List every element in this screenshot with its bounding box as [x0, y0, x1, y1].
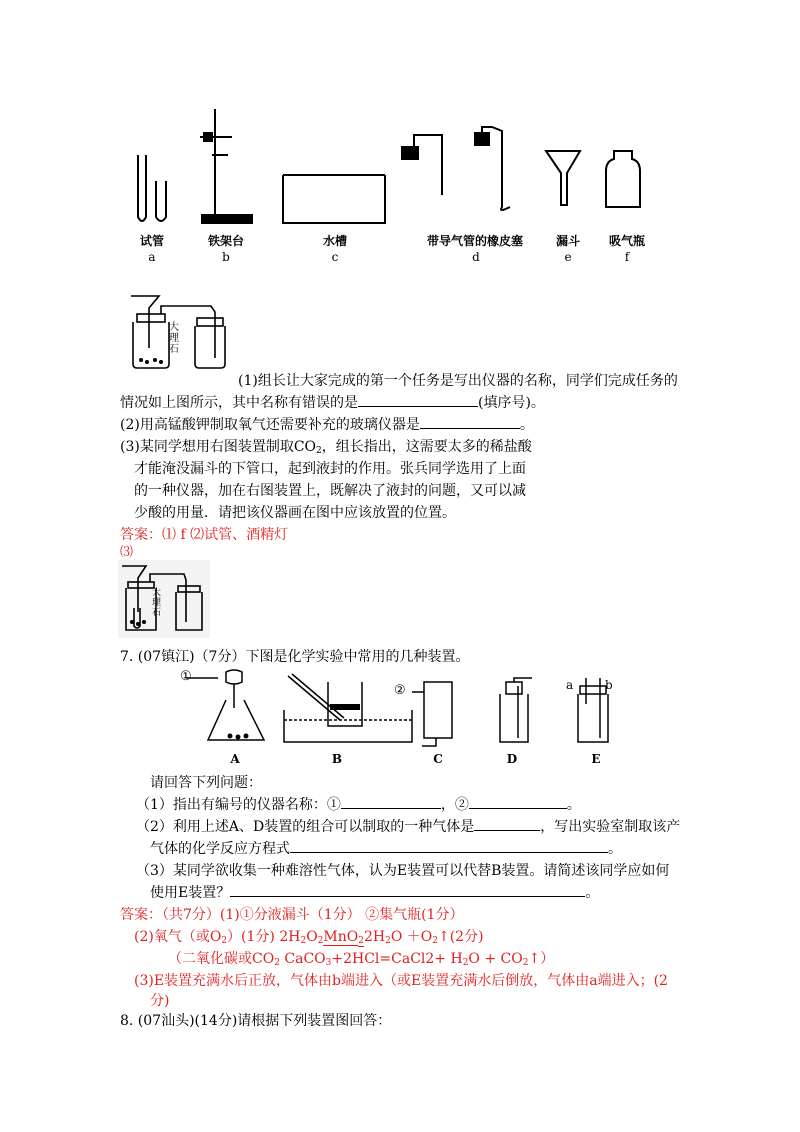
q7-s2-text: ，写出实验室制取该产	[540, 819, 681, 835]
ans-seg: ↑(2分)	[437, 929, 484, 945]
marble-char: 大	[152, 588, 162, 598]
q-intro-text: 情况如上图所示，其中名称有错误的是	[120, 395, 358, 411]
answer-blank[interactable]	[358, 392, 478, 407]
q7-s2-text: （2）利用上述A、D装置的组合可以制取的一种气体是	[136, 819, 475, 835]
ans-seg: O	[306, 929, 318, 945]
answer-7-line2	[134, 926, 484, 948]
answer-blank[interactable]	[290, 838, 608, 853]
co2-apparatus-answer-figure	[118, 560, 210, 638]
answer-7-line3	[168, 948, 554, 970]
answer-7-line5: 分)	[150, 993, 170, 1009]
q3-line3: 的一种仪器，加在右图装置上，既解决了液封的问题，又可以减	[134, 483, 526, 499]
q2-text: (2)用高锰酸钾制取氧气还需要补充的玻璃仪器是	[120, 417, 420, 433]
q7-s1-text: ，②	[440, 797, 469, 813]
subscript: 2	[522, 958, 529, 968]
q7-s1	[136, 794, 581, 816]
water-trough-icon	[283, 175, 385, 223]
instrument-letter-d: d	[472, 250, 480, 264]
q7-s1-text: （1）指出有编号的仪器名称：①	[136, 797, 341, 813]
subscript: 2	[432, 936, 438, 946]
instruments-figure	[120, 95, 680, 235]
answer-blank[interactable]	[420, 414, 520, 429]
instrument-name-c: 水槽	[322, 234, 347, 248]
instrument-name-b: 铁架台	[207, 234, 244, 248]
q7-apparatus-figure	[180, 664, 620, 752]
q-intro-hint: (填序号)。	[478, 395, 545, 411]
q-intro-line2	[120, 392, 545, 414]
marble-char: 大	[169, 322, 179, 333]
funnel-icon	[546, 151, 580, 205]
marble-char: 石	[169, 344, 179, 355]
q7-s2	[136, 816, 680, 838]
q7-s1-end: 。	[566, 797, 581, 813]
answer-blank[interactable]	[230, 882, 585, 897]
fig-port-b: b	[605, 678, 613, 692]
instrument-letter-a: a	[148, 250, 156, 264]
subscript: 2	[358, 936, 364, 946]
answer-1-part3: ⑶	[120, 545, 134, 560]
answer-1-line: 答案：⑴ f ⑵试管、酒精灯	[120, 527, 289, 543]
q7-s3-line2	[150, 882, 599, 904]
fig-letter-C: C	[433, 752, 443, 766]
instrument-letter-e: e	[564, 250, 572, 264]
ans-seg: ）(1分) 2H	[227, 929, 301, 945]
ans-seg: 2H	[363, 929, 386, 945]
ans-seg: O + CO	[468, 951, 523, 967]
q7-s2-line2	[150, 838, 622, 860]
q7-s3: （3）某同学欲收集一种难溶性气体，认为E装置可以代替B装置。请简述该同学应如何	[136, 863, 670, 879]
subscript: 2	[316, 446, 322, 456]
subscript: 2	[462, 958, 469, 968]
q3-text: (3)某同学想用右图装置制取CO	[120, 439, 317, 455]
subscript: 2	[300, 936, 307, 946]
ans-seg: （二氧化碳或CO	[168, 951, 275, 967]
subscript: 3	[325, 958, 332, 968]
ans-seg: CaCO	[279, 951, 326, 967]
iron-stand-icon	[200, 109, 252, 223]
subscript: 2	[274, 958, 280, 968]
test-tube-icon	[138, 155, 166, 221]
fig-mark-2: ②	[394, 683, 406, 698]
instrument-letter-f: f	[624, 250, 630, 264]
subscript: 2	[385, 936, 391, 946]
catalyst-label: MnO	[323, 929, 359, 945]
fig-letter-D: D	[506, 752, 518, 766]
answer-blank[interactable]	[474, 816, 540, 831]
fig-mark-1: ①	[180, 669, 192, 684]
q3-line1	[120, 436, 532, 458]
fig-port-a: a	[566, 678, 574, 692]
marble-label-1	[169, 322, 181, 355]
q7-s2-end: 。	[608, 841, 622, 857]
q2-line	[120, 414, 534, 436]
answer-blank[interactable]	[469, 794, 567, 809]
q3-line2: 才能淹没漏斗的下管口，起到液封的作用。张兵同学选用了上面	[134, 461, 526, 477]
q7-s3-text: 使用E装置？	[150, 885, 231, 901]
answer-blank[interactable]	[341, 794, 441, 809]
instrument-letter-c: c	[331, 250, 339, 264]
fig-letter-A: A	[230, 752, 240, 766]
subscript: 2	[317, 936, 324, 946]
marble-char: 石	[152, 608, 162, 618]
subscript: 2	[221, 936, 228, 946]
q7-s2-text: 气体的化学反应方程式	[150, 841, 290, 857]
ans-seg: O ＋O	[390, 929, 433, 945]
instrument-name-e: 漏斗	[555, 234, 580, 248]
rubber-stopper-tube-icon	[402, 127, 510, 210]
gas-bottle-icon	[606, 151, 640, 207]
ans-seg: +2HCl=CaCl2+ H	[331, 951, 463, 967]
marble-char: 理	[169, 333, 179, 344]
q7-s3-end: 。	[585, 885, 600, 901]
ans-seg: (2)氧气（或O	[134, 929, 222, 945]
q2-end: 。	[519, 417, 534, 433]
instrument-name-a: 试管	[139, 234, 164, 248]
q7-title: 7. (07镇江)（7分）下图是化学实验中常用的几种装置。	[120, 649, 470, 665]
q-intro-line1: (1)组长让大家完成的第一个任务是写出仪器的名称，同学们完成任务的	[238, 373, 678, 389]
marble-char: 理	[152, 598, 162, 608]
instrument-name-d: 带导气管的橡皮塞	[426, 234, 523, 248]
answer-7-line1: 答案：（共7分）(1)①分液漏斗（1分） ②集气瓶(1分）	[120, 907, 464, 923]
q3-text: ，组长指出，这需要太多的稀盐酸	[321, 439, 532, 455]
ans-seg: ↑）	[528, 951, 555, 967]
instrument-letter-b: b	[222, 250, 230, 264]
fig-letter-E: E	[591, 752, 601, 766]
fig-letter-B: B	[331, 752, 343, 766]
answer-7-line4: (3)E装置充满水后正放，气体由b端进入（或E装置充满水后倒放，气体由a端进入；(2	[134, 973, 668, 989]
instrument-name-f: 吸气瓶	[608, 234, 645, 248]
q3-line4: 少酸的用量．请把该仪器画在图中应该放置的位置。	[134, 505, 456, 521]
q8-title: 8. (07汕头)(14分)请根据下列装置图回答：	[120, 1013, 392, 1029]
q7-intro: 请回答下列问题：	[150, 775, 262, 791]
marble-label-2	[152, 588, 164, 618]
